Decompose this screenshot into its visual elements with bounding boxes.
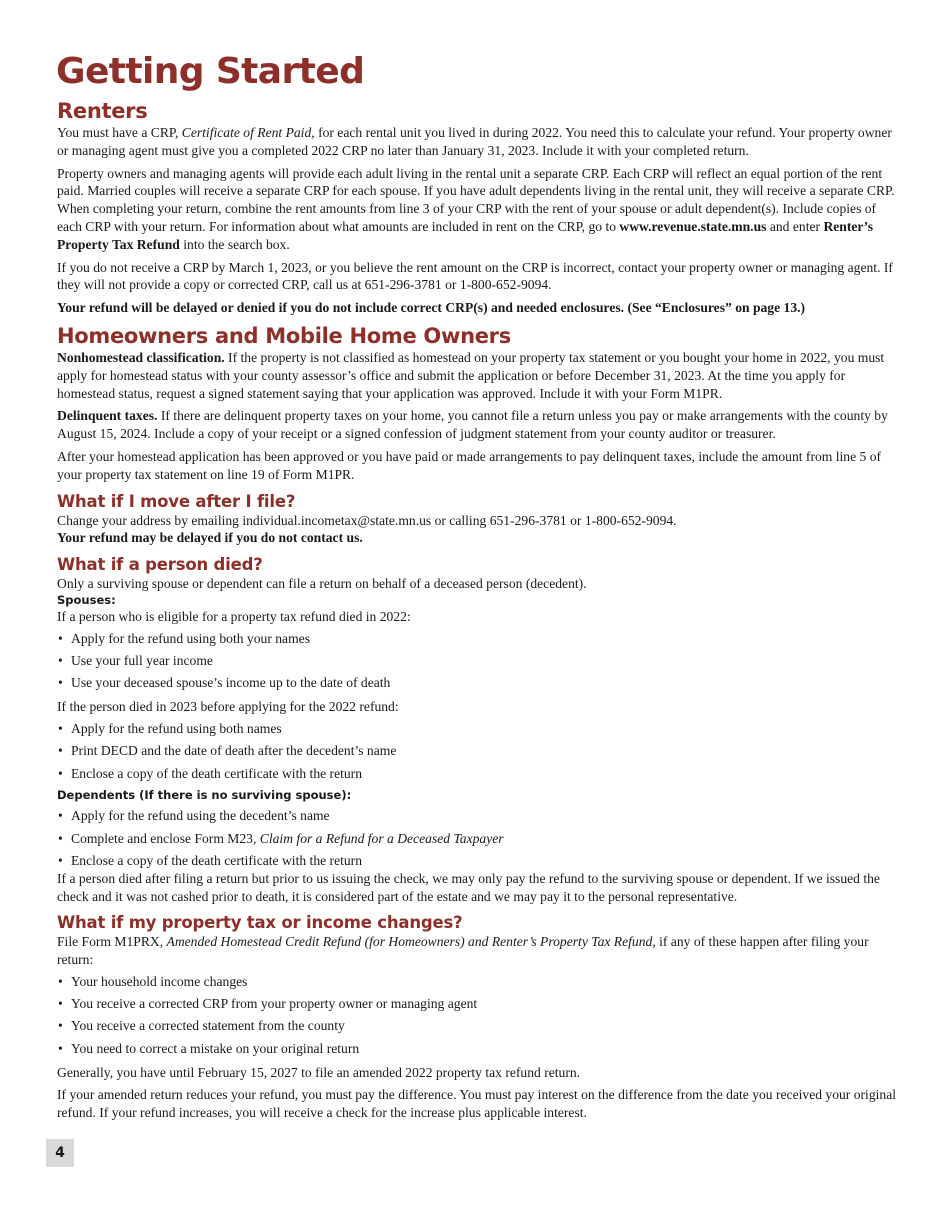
spouses-label: Spouses: [57,592,116,607]
died-closing: If a person died after filing a return but prior to us issuing the check, we may only pay the refund to the surviving spouse or dependent. If we issued the check and it was not cashed prior to death, it is considered part of the estate and we may pay it to the personal representative. [57,870,880,904]
list-item: • Apply for the refund using both your names [57,630,903,648]
delinquent-taxes-paragraph: Delinquent taxes. If there are delinquent property taxes on your home, you cannot file a return unless you pay or make arrangements with the county by August 15, 2024. Include a copy of your receipt or a signed confession of judgment statement from your county auditor or treasurer. [57,408,888,442]
move-warning: Your refund may be delayed if you do not contact us. [57,530,363,546]
list-item: • Apply for the refund using the decedent’s name [57,807,903,825]
renters-paragraph-3: If you do not receive a CRP by March 1, 2023, or you believe the rent amount on the CRP is incorrect, contact your property owner or managing agent. If they will not provide a copy or corrected CRP, call us at 651-296-3781 or 1-800-652-9094. [57,259,893,293]
list-item: • Enclose a copy of the death certificate with the return [57,852,903,870]
list-item: • Complete and enclose Form M23, Claim for a Refund for a Deceased Taxpayer [57,830,903,848]
changes-paragraph-3: If your amended return reduces your refund, you must pay the difference. You must pay interest on the difference from the date you received your original refund. If your refund increases, you will receive a check for the increase plus applicable interest. [57,1087,897,1121]
homeowners-heading: Homeowners and Mobile Home Owners [57,323,511,348]
list-item: • You receive a corrected CRP from your property owner or managing agent [57,995,903,1013]
list-item: • Use your deceased spouse’s income up to the date of death [57,674,903,692]
list-item: • Apply for the refund using both names [57,720,903,738]
died-intro: Only a surviving spouse or dependent can file a return on behalf of a deceased person (decedent). [57,576,587,592]
died-2023-list [57,720,903,782]
homeowners-paragraph-3: After your homestead application has been approved or you have paid or made arrangements to pay delinquent taxes, include the amount from line 5 of your property tax statement on line 19 of Form M1PR. [57,448,882,482]
changes-list [57,973,903,1058]
list-item: • Enclose a copy of the death certificate with the return [57,765,903,783]
list-item: • Use your full year income [57,652,903,670]
page-title: Getting Started [56,51,365,92]
renters-paragraph-1: You must have a CRP, Certificate of Rent Paid, for each rental unit you lived in during 2022. You need this to calculate your refund. Your property owner or managing agent must give you a completed 2022 CRP no later than January 31, 2023. Include it with your completed return. [57,125,892,158]
nonhomestead-paragraph: Nonhomestead classification. If the property is not classified as homestead on your property tax statement or you bought your home in 2022, you must apply for homestead status with your county assessor’s office and submit the application or before December 31, 2023. At the time you apply for homestead status, request a signed statement saying that your application was approved. Include it with your Form M1PR. [57,349,885,401]
page-number: 4 [46,1139,74,1167]
move-text: Change your address by emailing individual.incometax@state.mn.us or calling 651-296-3781 or 1-800-652-9094. [57,512,677,528]
renters-paragraph-2: Property owners and managing agents will provide each adult living in the rental unit a separate CRP. Each CRP will reflect an equal portion of the rent paid. Married couples will receive a separate CRP for each spouse. If you have adult dependents living in the rental unit, they will receive a separate CRP. When completing your return, combine the rent amounts from line 3 of your CRP with the rent of your spouse or adult dependent(s). Include copies of each CRP with your return. For information about what amounts are included in rent on the CRP, go to www.revenue.state.mn.us and enter Renter’s Property Tax Refund into the search box. [57,165,895,252]
renters-warning: Your refund will be delayed or denied if you do not include correct CRP(s) and needed enclosures. (See “Enclosures” on page 13.) [57,300,806,316]
changes-intro: File Form M1PRX, Amended Homestead Credit Refund (for Homeowners) and Renter’s Property Tax Refund, if any of these happen after filing your return: [57,934,869,968]
renters-heading: Renters [57,99,148,123]
spouses-list [57,630,903,692]
dependents-label: Dependents (If there is no surviving spouse): [57,788,352,803]
changes-heading: What if my property tax or income changes? [57,913,463,933]
move-heading: What if I move after I file? [57,491,296,511]
changes-paragraph-2: Generally, you have until February 15, 2027 to file an amended 2022 property tax refund return. [57,1064,581,1080]
died-2023-intro: If the person died in 2023 before applying for the 2022 refund: [57,699,399,715]
list-item: • You receive a corrected statement from the county [57,1017,903,1035]
revenue-website-link[interactable]: www.revenue.state.mn.us [619,218,767,234]
dependents-list [57,807,903,869]
spouses-intro: If a person who is eligible for a property tax refund died in 2022: [57,608,411,624]
list-item: • You need to correct a mistake on your original return [57,1040,903,1058]
list-item: • Print DECD and the date of death after the decedent’s name [57,742,903,760]
list-item: • Your household income changes [57,973,903,991]
document-page [57,48,903,1127]
died-heading: What if a person died? [57,555,263,575]
